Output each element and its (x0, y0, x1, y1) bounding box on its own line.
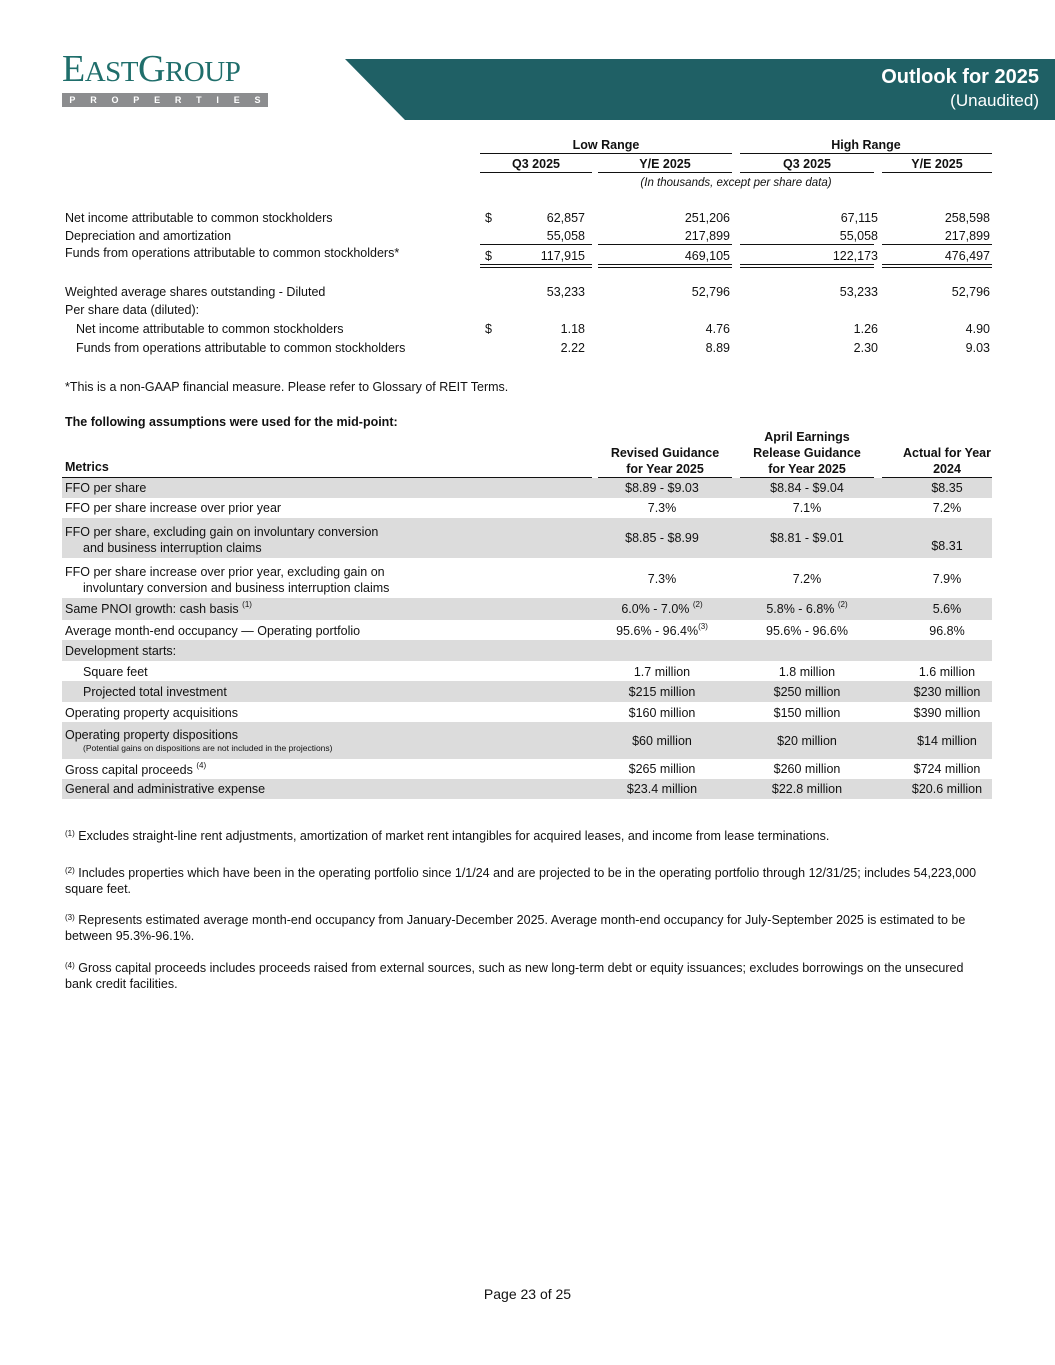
logo-subtitle-bar: P R O P E R T I E S (62, 93, 268, 107)
table-row: Operating property acquisitions $160 million $150 million $390 million (65, 706, 981, 720)
value-cell: 251,206 (684, 211, 730, 225)
value-cell: 476,497 (944, 249, 990, 263)
table-row: FFO per share increase over prior year 7.3% 7.1% 7.2% (65, 501, 962, 515)
double-rule (740, 264, 874, 268)
row-label: Per share data (diluted): (65, 303, 200, 317)
metrics-header: Metrics (65, 460, 109, 474)
rule (882, 244, 992, 245)
row-label: Weighted average shares outstanding - Diluted (65, 285, 326, 299)
value-cell: 2.22 (560, 341, 585, 355)
table-row: Average month-end occupancy — Operating portfolio 95.6% - 96.4%$^{(3)}$ 95.6% - 96.6% 96.8% (65, 622, 965, 638)
non-gaap-note: *This is a non-GAAP financial measure. Please refer to Glossary of REIT Terms. (65, 380, 509, 394)
double-rule (480, 264, 592, 268)
footnote: $^{(1)}$ Excludes straight-line rent adjustments, amortization of market rent intangibles for acquired leases, and income from lease terminations. (65, 829, 830, 843)
assumptions-intro: The following assumptions were used for the mid-point: (65, 415, 398, 429)
dollar-sign: $ (485, 211, 492, 225)
value-cell: 4.76 (705, 322, 730, 336)
value-cell: 2.30 (853, 341, 878, 355)
page-title: Outlook for 2025 (881, 66, 1039, 88)
rule (740, 244, 874, 245)
table-row: Development starts: (62, 640, 992, 661)
table-row: Operating property dispositions (Potential gains on dispositions are not included in the projections) $60 million $20 million $14 million (62, 722, 992, 759)
value-cell: 4.90 (965, 322, 990, 336)
rule (598, 244, 732, 245)
row-label: Funds from operations attributable to common stockholders (76, 341, 406, 355)
value-cell: 55,058 (839, 229, 878, 243)
row-label: Net income attributable to common stockholders (65, 211, 333, 225)
table-row: Projected total investment $215 million $250 million $230 million (62, 681, 992, 702)
rule (480, 153, 732, 154)
rule (740, 172, 874, 173)
value-cell: 258,598 (944, 211, 990, 225)
units-note: (In thousands, except per share data) (640, 177, 832, 189)
value-cell: 53,233 (839, 285, 878, 299)
rule (882, 172, 992, 173)
dollar-sign: $ (485, 249, 492, 263)
table-row: FFO per share increase over prior year, excluding gain on involuntary conversion and business interruption claims 7.3% 7.2% 7.9% (65, 565, 962, 595)
value-cell: 117,915 (540, 249, 585, 263)
value-cell: 53,233 (546, 285, 585, 299)
table-row: Square feet 1.7 million 1.8 million 1.6 million (83, 665, 976, 679)
value-cell: 55,058 (546, 229, 585, 243)
low-range-header: Low Range (572, 138, 640, 152)
table-row: FFO per share, excluding gain on involuntary conversion and business interruption claims $8.85 - $8.99 $8.81 - $9.01 $8.31 (62, 518, 992, 558)
value-cell: 67,115 (840, 211, 878, 225)
table-row: FFO per share $8.89 - $9.03 $8.84 - $9.04 $8.35 (62, 478, 992, 498)
rule (480, 172, 592, 173)
rule (740, 153, 992, 154)
rule (598, 172, 732, 173)
footnote: $^{(4)}$ Gross capital proceeds includes proceeds raised from external sources, such as new long-term debt or equity issuances; excludes borrowings on the unsecured bank credit facilities. (65, 961, 964, 991)
table-row: Gross capital proceeds $^{(4)}$ $265 million $260 million $724 million (65, 761, 981, 777)
value-cell: 217,899 (684, 229, 730, 243)
value-cell: 52,796 (951, 285, 990, 299)
footnote: $^{(3)}$ Represents estimated average month-end occupancy from January-December 2025. Average month-end occupancy for July-September 2025 is estimated to be between 95.3%-96.1%. (65, 913, 966, 943)
value-cell: 1.18 (560, 322, 585, 336)
table-row: Same PNOI growth: cash basis $^{(1)}$ 6.0% - 7.0% $^{(2)}$ 5.8% - 6.8% $^{(2)}$ 5.6% (62, 598, 992, 620)
row-label: Funds from operations attributable to common stockholders* (65, 246, 400, 260)
dollar-sign: $ (485, 322, 492, 336)
company-logo: EASTGROUP (62, 48, 241, 90)
double-rule (598, 264, 732, 268)
column-header: Q3 2025 (512, 157, 560, 171)
actual-2024-header: Actual for Year 2024 (902, 446, 991, 476)
revised-guidance-header: Revised Guidance for Year 2025 (610, 446, 720, 476)
footnote: $^{(2)}$ Includes properties which have been in the operating portfolio since 1/1/24 and are projected to be in the operating portfolio through 12/31/25; includes 54,223,000 square feet. (65, 866, 977, 896)
column-header: Y/E 2025 (639, 157, 691, 171)
high-range-header: High Range (831, 138, 901, 152)
value-cell: 9.03 (965, 341, 990, 355)
page-subtitle: (Unaudited) (950, 91, 1039, 110)
rule (480, 244, 592, 245)
value-cell: 52,796 (691, 285, 730, 299)
value-cell: 217,899 (944, 229, 990, 243)
page-number: Page 23 of 25 (483, 1286, 572, 1302)
column-header: Y/E 2025 (911, 157, 963, 171)
row-label: Net income attributable to common stockholders (76, 322, 344, 336)
value-cell: 469,105 (684, 249, 730, 263)
value-cell: 122,173 (832, 249, 878, 263)
value-cell: 1.26 (853, 322, 878, 336)
table-row: General and administrative expense $23.4 million $22.8 million $20.6 million (62, 779, 992, 799)
value-cell: 62,857 (546, 211, 585, 225)
row-label: Depreciation and amortization (65, 229, 232, 243)
double-rule (882, 264, 992, 268)
value-cell: 8.89 (705, 341, 730, 355)
column-header: Q3 2025 (783, 157, 831, 171)
april-guidance-header: April Earnings Release Guidance for Year 2025 (753, 430, 861, 476)
